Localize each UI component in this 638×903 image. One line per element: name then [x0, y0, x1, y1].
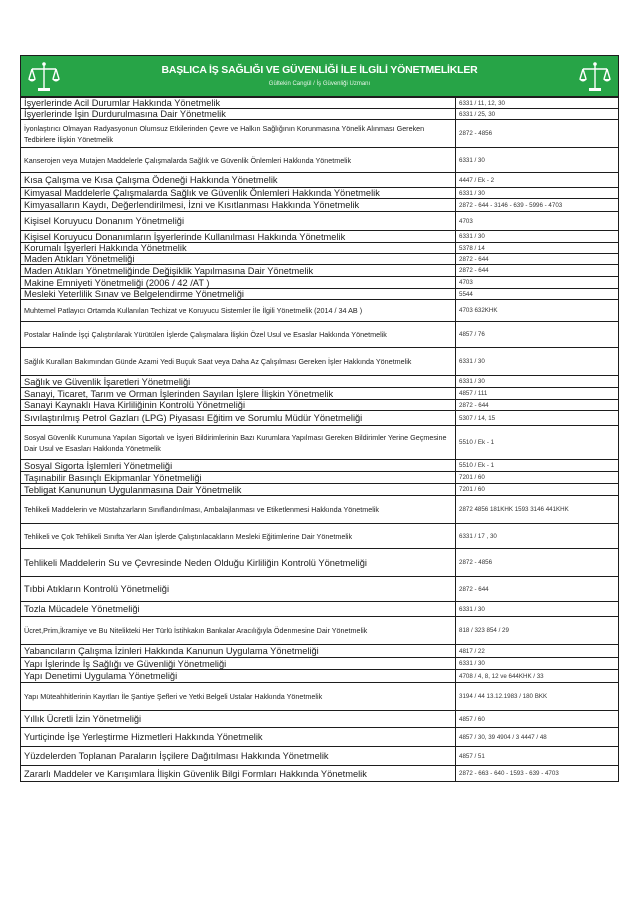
table-row — [21, 173, 619, 188]
table-row — [21, 300, 619, 322]
law-reference: 818 / 323 854 / 29 — [456, 617, 619, 645]
law-reference: 2872 - 4856 — [456, 120, 619, 148]
regulation-name: Zararlı Maddeler ve Karışımlara İlişkin Güvenlik Bilgi Formları Hakkında Yönetmelik — [21, 766, 456, 782]
scales-of-justice-icon — [578, 60, 612, 94]
regulation-name: Sağlık ve Güvenlik İşaretleri Yönetmeliği — [21, 376, 456, 388]
table-row — [21, 289, 619, 300]
law-reference: 2872 - 644 — [456, 254, 619, 265]
law-reference: 6331 / 30 — [456, 231, 619, 243]
regulation-name: Tehlikeli Maddelerin Su ve Çevresinde Neden Olduğu Kirliliğin Kontrolü Yönetmeliği — [21, 549, 456, 577]
table-row — [21, 231, 619, 243]
table-row — [21, 400, 619, 411]
law-reference: 3194 / 44 13.12.1983 / 180 BKK — [456, 683, 619, 711]
law-reference: 4703 — [456, 277, 619, 289]
table-row — [21, 411, 619, 426]
table-row — [21, 376, 619, 388]
table-row — [21, 388, 619, 400]
table-row — [21, 645, 619, 658]
law-reference: 4447 / Ek - 2 — [456, 173, 619, 188]
regulation-name: Kimyasal Maddelerle Çalışmalarda Sağlık ve Güvenlik Önlemleri Hakkında Yönetmelik — [21, 188, 456, 199]
page-title: BAŞLICA İŞ SAĞLIĞI VE GÜVENLİĞİ İLE İLGİLİ YÖNETMELİKLER — [161, 64, 478, 76]
regulations-table — [20, 97, 619, 782]
law-reference: 7201 / 60 — [456, 484, 619, 496]
law-reference: 4857 / 60 — [456, 711, 619, 728]
law-reference: 2872 - 644 — [456, 400, 619, 411]
regulation-name: Taşınabilir Basınçlı Ekipmanlar Yönetmeliği — [21, 472, 456, 484]
regulation-name: Kişisel Koruyucu Donanım Yönetmeliği — [21, 212, 456, 231]
regulation-name: Muhtemel Patlayıcı Ortamda Kullanılan Techizat ve Koruyucu Sistemler İle İlgili Yönetmelik (2014 / 34 AB ) — [21, 300, 456, 322]
regulation-name: İşyerlerinde İşin Durdurulmasına Dair Yönetmelik — [21, 109, 456, 120]
regulations-sheet — [20, 55, 619, 782]
law-reference: 5510 / Ek - 1 — [456, 426, 619, 460]
regulation-name: Yurtiçinde İşe Yerleştirme Hizmetleri Hakkında Yönetmelik — [21, 728, 456, 747]
law-reference: 5307 / 14, 15 — [456, 411, 619, 426]
table-row — [21, 747, 619, 766]
regulation-name: Maden Atıkları Yönetmeliği — [21, 254, 456, 265]
regulation-name: Maden Atıkları Yönetmeliğinde Değişiklik Yapılmasına Dair Yönetmelik — [21, 265, 456, 277]
table-row — [21, 199, 619, 212]
law-reference: 6331 / 30 — [456, 376, 619, 388]
regulation-name: Sıvılaştırılmış Petrol Gazları (LPG) Piyasası Eğitim ve Sorumlu Müdür Yönetmeliği — [21, 411, 456, 426]
regulation-name: Tehlikeli Maddelerin ve Müstahzarların Sınıflandırılması, Ambalajlanması ve Etiketlenmesi Hakkında Yönetmelik — [21, 496, 456, 524]
table-row — [21, 254, 619, 265]
regulation-name: Kısa Çalışma ve Kısa Çalışma Ödeneği Hakkında Yönetmelik — [21, 173, 456, 188]
regulation-name: Sanayi Kaynaklı Hava Kirliliğinin Kontrolü Yönetmeliği — [21, 400, 456, 411]
table-row — [21, 212, 619, 231]
regulation-name: Tebligat Kanununun Uygulanmasına Dair Yönetmelik — [21, 484, 456, 496]
table-row — [21, 148, 619, 173]
law-reference: 2872 - 4856 — [456, 549, 619, 577]
regulation-name: Mesleki Yeterlilik Sınav ve Belgelendirme Yönetmeliği — [21, 289, 456, 300]
law-reference: 2872 - 644 — [456, 577, 619, 602]
table-row — [21, 658, 619, 670]
table-row — [21, 496, 619, 524]
table-row — [21, 109, 619, 120]
table-row — [21, 322, 619, 348]
law-reference: 4857 / 111 — [456, 388, 619, 400]
regulation-name: Yıllık Ücretli İzin Yönetmeliği — [21, 711, 456, 728]
author-subtitle: Gültekin Cangül / İş Güvenliği Uzmanı — [268, 81, 371, 87]
law-reference: 6331 / 30 — [456, 148, 619, 173]
regulation-name: İşyerlerinde Acil Durumlar Hakkında Yönetmelik — [21, 98, 456, 109]
table-row — [21, 602, 619, 617]
law-reference: 4857 / 76 — [456, 322, 619, 348]
table-row — [21, 348, 619, 376]
law-reference: 6331 / 30 — [456, 348, 619, 376]
law-reference: 6331 / 17 , 30 — [456, 524, 619, 549]
table-row — [21, 243, 619, 254]
table-row — [21, 549, 619, 577]
table-row — [21, 472, 619, 484]
law-reference: 6331 / 30 — [456, 602, 619, 617]
table-row — [21, 426, 619, 460]
regulation-name: Sosyal Sigorta İşlemleri Yönetmeliği — [21, 460, 456, 472]
law-reference: 2872 4856 181KHK 1593 3146 441KHK — [456, 496, 619, 524]
law-reference: 2872 - 644 - 3146 - 639 - 5996 - 4703 — [456, 199, 619, 212]
regulation-name: Korumalı İşyerleri Hakkında Yönetmelik — [21, 243, 456, 254]
regulation-name: Yapı Müteahhitlerinin Kayıtları İle Şantiye Şefleri ve Yetki Belgeli Ustalar Hakkında Yönetmelik — [21, 683, 456, 711]
law-reference: 4817 / 22 — [456, 645, 619, 658]
regulation-name: Yapı İşlerinde İş Sağlığı ve Güvenliği Yönetmeliği — [21, 658, 456, 670]
regulation-name: İyonlaştırıcı Olmayan Radyasyonun Olumsuz Etkilerinden Çevre ve Halkın Sağlığının Korunmasına Yönelik Alınması Gereken Tedbirlere İlişkin Yönetmelik — [21, 120, 456, 148]
law-reference: 4703 — [456, 212, 619, 231]
regulation-name: Sağlık Kuralları Bakımından Günde Azami Yedi Buçuk Saat veya Daha Az Çalışılması Gereken İşler Hakkında Yönetmelik — [21, 348, 456, 376]
table-row — [21, 617, 619, 645]
table-row — [21, 670, 619, 683]
regulation-name: Kimyasalların Kaydı, Değerlendirilmesi, İzni ve Kısıtlanması Hakkında Yönetmelik — [21, 199, 456, 212]
regulation-name: Sanayi, Ticaret, Tarım ve Orman İşlerinden Sayılan İşlere İlişkin Yönetmelik — [21, 388, 456, 400]
law-reference: 2872 - 644 — [456, 265, 619, 277]
table-row — [21, 766, 619, 782]
regulation-name: Ücret,Prim,İkramiye ve Bu Nitelikteki Her Türlü İstihkakın Bankalar Aracılığıyla Ödenmesine Dair Yönetmelik — [21, 617, 456, 645]
regulation-name: Postalar Halinde İşçi Çalıştırılarak Yürütülen İşlerde Çalışmalara İlişkin Özel Usul ve Esaslar Hakkında Yönetmelik — [21, 322, 456, 348]
table-row — [21, 484, 619, 496]
law-reference: 4857 / 51 — [456, 747, 619, 766]
table-row — [21, 265, 619, 277]
law-reference: 6331 / 11, 12, 30 — [456, 98, 619, 109]
table-row — [21, 188, 619, 199]
regulation-name: Yabancıların Çalışma İzinleri Hakkında Kanunun Uygulama Yönetmeliği — [21, 645, 456, 658]
law-reference: 6331 / 30 — [456, 188, 619, 199]
law-reference: 5510 / Ek - 1 — [456, 460, 619, 472]
regulation-name: Tıbbi Atıkların Kontrolü Yönetmeliği — [21, 577, 456, 602]
law-reference: 5378 / 14 — [456, 243, 619, 254]
regulation-name: Tehlikeli ve Çok Tehlikeli Sınıfta Yer Alan İşlerde Çalıştırılacakların Mesleki Eğitimlerine Dair Yönetmelik — [21, 524, 456, 549]
sheet-header — [20, 55, 619, 97]
law-reference: 4703 632KHK — [456, 300, 619, 322]
law-reference: 5544 — [456, 289, 619, 300]
regulation-name: Kişisel Koruyucu Donanımların İşyerlerinde Kullanılması Hakkında Yönetmelik — [21, 231, 456, 243]
table-row — [21, 98, 619, 109]
regulation-name: Makine Emniyeti Yönetmeliği (2006 / 42 /AT ) — [21, 277, 456, 289]
table-row — [21, 728, 619, 747]
table-row — [21, 577, 619, 602]
table-row — [21, 711, 619, 728]
law-reference: 6331 / 30 — [456, 658, 619, 670]
regulation-name: Kanserojen veya Mutajen Maddelerle Çalışmalarda Sağlık ve Güvenlik Önlemleri Hakkında Yönetmelik — [21, 148, 456, 173]
law-reference: 4708 / 4, 8, 12 ve 644KHK / 33 — [456, 670, 619, 683]
regulation-name: Tozla Mücadele Yönetmeliği — [21, 602, 456, 617]
law-reference: 2872 - 663 - 640 - 1593 - 639 - 4703 — [456, 766, 619, 782]
regulation-name: Sosyal Güvenlik Kurumuna Yapılan Sigortalı ve İşyeri Bildirimlerinin Bazı Kurumlara Yapılması Gereken Bildirimler Yerine Geçmesine Dair Usul ve Esasları Hakkında Yönetmelik — [21, 426, 456, 460]
law-reference: 7201 / 60 — [456, 472, 619, 484]
regulation-name: Yapı Denetimi Uygulama Yönetmeliği — [21, 670, 456, 683]
table-row — [21, 524, 619, 549]
table-row — [21, 460, 619, 472]
table-row — [21, 683, 619, 711]
law-reference: 4857 / 30, 39 4904 / 3 4447 / 48 — [456, 728, 619, 747]
table-row — [21, 277, 619, 289]
law-reference: 6331 / 25, 30 — [456, 109, 619, 120]
regulation-name: Yüzdelerden Toplanan Paraların İşçilere Dağıtılması Hakkında Yönetmelik — [21, 747, 456, 766]
table-row — [21, 120, 619, 148]
